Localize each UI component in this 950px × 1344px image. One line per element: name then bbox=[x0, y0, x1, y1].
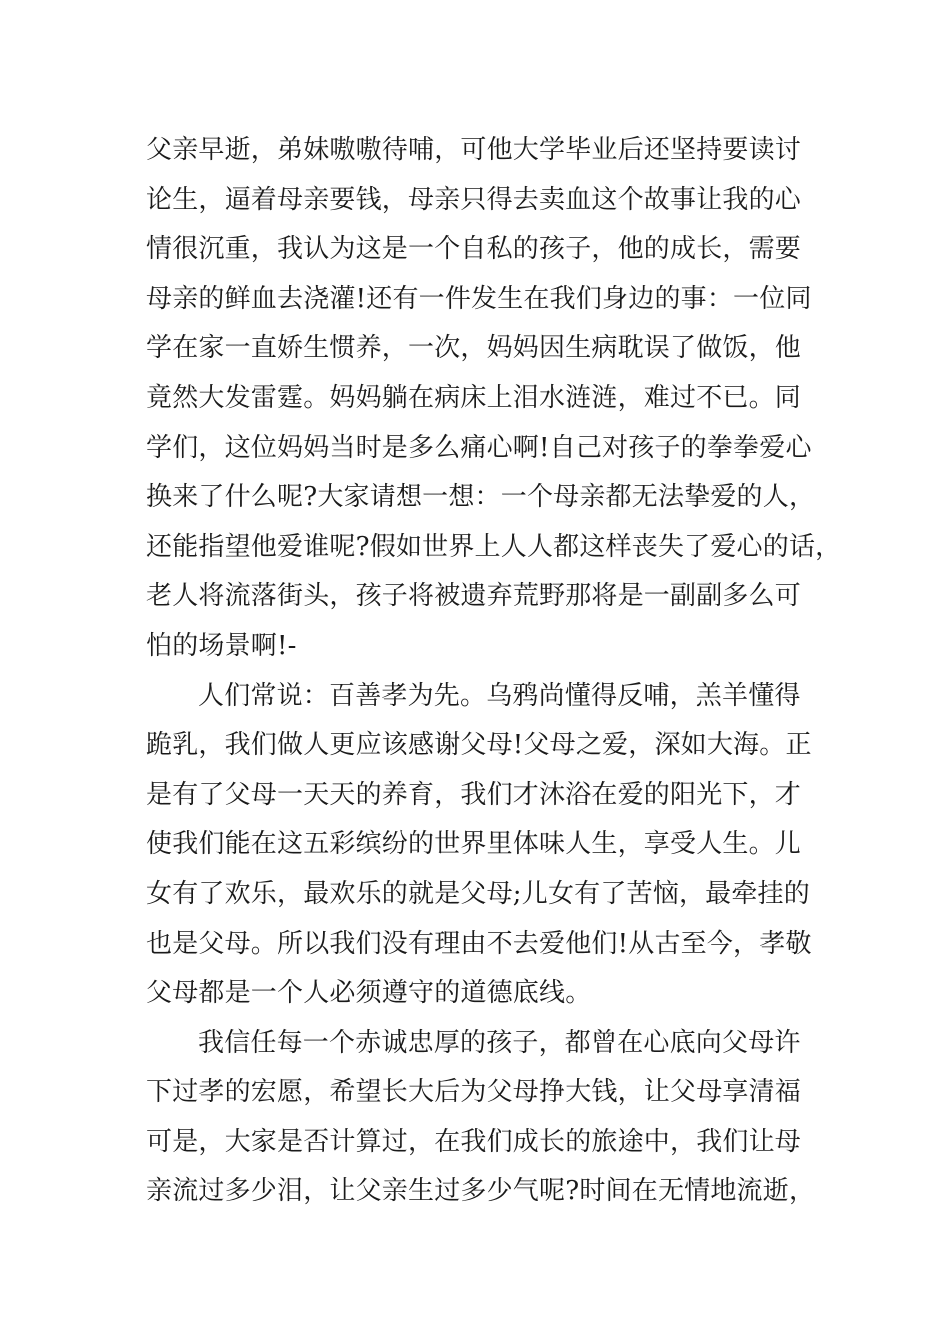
text-line: 下过孝的宏愿，希望长大后为父母挣大钱，让父母享清福 bbox=[146, 1077, 802, 1108]
text-line: 父母都是一个人必须遵守的道德底线。 bbox=[146, 978, 592, 1009]
text-line: 情很沉重，我认为这是一个自私的孩子，他的成长，需要 bbox=[146, 234, 802, 265]
text-line: 使我们能在这五彩缤纷的世界里体味人生，享受人生。儿 bbox=[146, 829, 802, 860]
text-line: 也是父母。所以我们没有理由不去爱他们!从古至今，孝敬 bbox=[146, 928, 812, 959]
body-text bbox=[146, 126, 842, 1217]
text-line: 父亲早逝，弟妹嗷嗷待哺，可他大学毕业后还坚持要读讨 bbox=[146, 135, 802, 165]
text-line: 是有了父母一天天的养育，我们才沐浴在爱的阳光下，才 bbox=[146, 779, 802, 810]
paragraph-3 bbox=[146, 1019, 816, 1217]
text-line: 人们常说：百善孝为先。乌鸦尚懂得反哺，羔羊懂得 bbox=[198, 680, 801, 711]
paragraph-2 bbox=[146, 672, 816, 1019]
text-line: 女有了欢乐，最欢乐的就是父母;儿女有了苦恼，最牵挂的 bbox=[146, 878, 810, 909]
text-line: 换来了什么呢?大家请想一想：一个母亲都无法挚爱的人， bbox=[146, 482, 816, 513]
text-line: 怕的场景啊!- bbox=[146, 630, 297, 661]
text-line: 学在家一直娇生惯养，一次，妈妈因生病耽误了做饭，他 bbox=[146, 333, 802, 364]
text-line: 竟然大发雷霆。妈妈躺在病床上泪水涟涟，难过不已。同 bbox=[146, 382, 802, 413]
paragraph-1 bbox=[146, 126, 842, 672]
text-line: 学们，这位妈妈当时是多么痛心啊!自己对孩子的拳拳爱心 bbox=[146, 432, 812, 463]
text-line: 跪乳，我们做人更应该感谢父母!父母之爱，深如大海。正 bbox=[146, 730, 812, 761]
text-line: 母亲的鲜血去浇灌!还有一件发生在我们身边的事：一位同 bbox=[146, 283, 812, 314]
text-line: 可是，大家是否计算过，在我们成长的旅途中，我们让母 bbox=[146, 1126, 802, 1157]
text-line: 我信任每一个赤诚忠厚的孩子，都曾在心底向父母许 bbox=[198, 1027, 801, 1058]
text-line: 还能指望他爱谁呢?假如世界上人人都这样丧失了爱心的话， bbox=[146, 531, 842, 562]
text-line: 亲流过多少泪，让父亲生过多少气呢?时间在无情地流逝， bbox=[146, 1176, 816, 1207]
text-line: 老人将流落街头，孩子将被遗弃荒野那将是一副副多么可 bbox=[146, 581, 802, 612]
text-line: 论生，逼着母亲要钱，母亲只得去卖血这个故事让我的心 bbox=[146, 184, 802, 215]
